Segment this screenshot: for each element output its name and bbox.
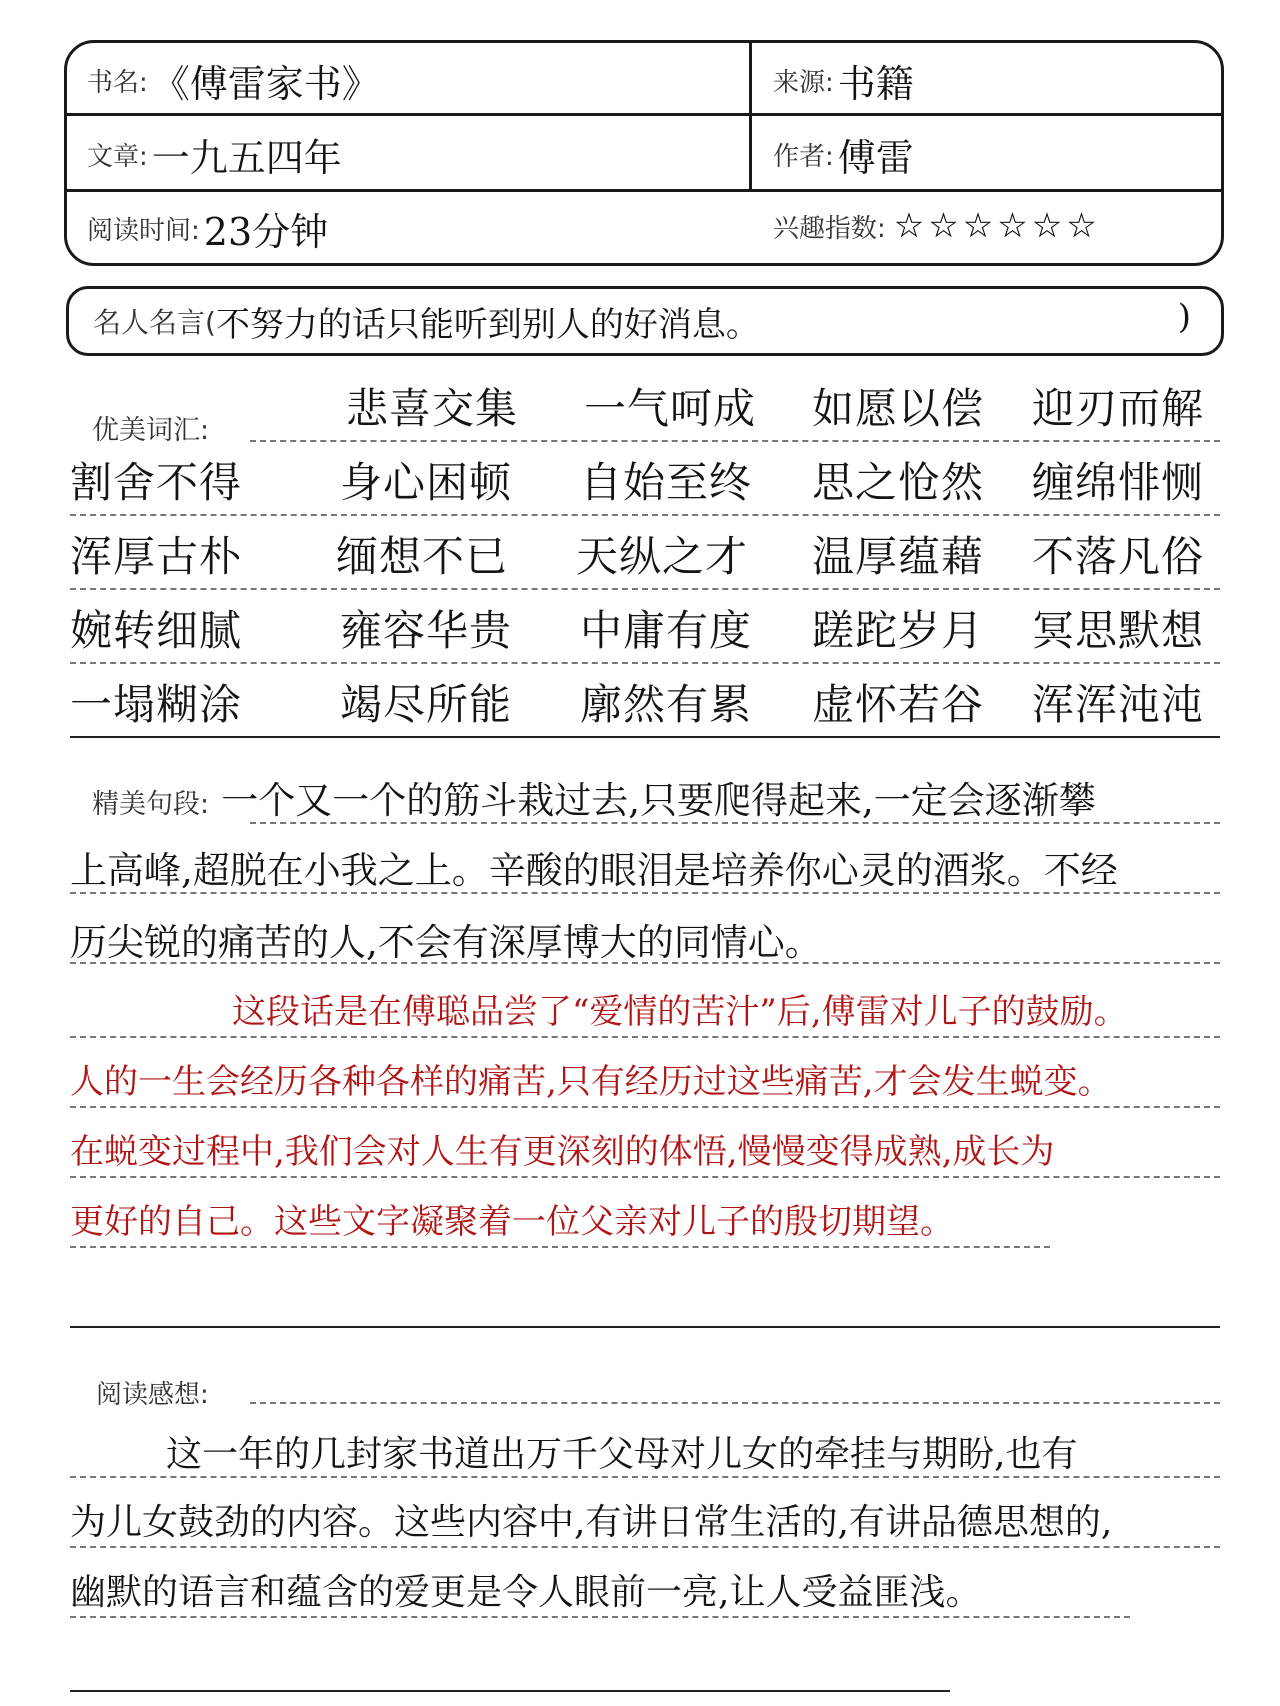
dotted-rule xyxy=(250,822,1220,824)
vocabulary-word: 冥思默想 xyxy=(1032,606,1205,655)
excerpt-line: 历尖锐的痛苦的人,不会有深厚博大的同情心。 xyxy=(70,921,822,964)
excerpt-text: 一个又一个的筋斗栽过去,只要爬得起来,一定会逐渐攀 xyxy=(221,779,1096,822)
dotted-rule xyxy=(70,1106,1220,1108)
book-name-value: 《傅雷家书》 xyxy=(151,61,380,106)
vocabulary-word: 一塌糊涂 xyxy=(70,680,243,729)
article-value: 一九五四年 xyxy=(151,135,342,180)
analysis-line: 人的一生会经历各种各样的痛苦,只有经历过这些痛苦,才会发生蜕变。 xyxy=(70,1062,1112,1102)
excerpt-line: 上高峰,超脱在小我之上。辛酸的眼泪是培养你心灵的酒浆。不经 xyxy=(70,849,1118,892)
vocabulary-word: 蹉跎岁月 xyxy=(812,606,985,655)
row-divider xyxy=(67,113,1221,116)
article-cell xyxy=(87,121,342,187)
vocabulary-label: 优美词汇: xyxy=(92,415,210,446)
reading-time-value: 23分钟 xyxy=(203,209,329,254)
reflection-line: 为儿女鼓劲的内容。这些内容中,有讲日常生活的,有讲品德思想的, xyxy=(70,1502,1113,1543)
vocabulary-word: 竭尽所能 xyxy=(340,680,513,729)
solid-rule xyxy=(70,1690,950,1692)
source-value: 书籍 xyxy=(837,61,914,106)
author-value: 傅雷 xyxy=(837,135,914,180)
reading-time-label: 阅读时间: xyxy=(87,215,200,246)
author-label: 作者: xyxy=(773,141,834,172)
reading-time-cell xyxy=(87,193,328,263)
author-cell xyxy=(773,121,914,187)
reflection-line: 这一年的几封家书道出万千父母对儿女的牵挂与期盼,也有 xyxy=(166,1434,1078,1475)
vocabulary-word: 不落凡俗 xyxy=(1032,532,1205,581)
book-name-label: 书名: xyxy=(87,67,148,98)
dotted-rule xyxy=(70,892,1220,894)
interest-cell xyxy=(773,193,1097,259)
vocabulary-word: 天纵之才 xyxy=(576,532,749,581)
vocabulary-word: 如愿以偿 xyxy=(812,384,985,433)
star-icon: ☆ xyxy=(1031,206,1063,246)
source-label: 来源: xyxy=(773,67,834,98)
reflection-line: 幽默的语言和蕴含的爱更是令人眼前一亮,让人受益匪浅。 xyxy=(70,1572,982,1613)
dotted-rule xyxy=(70,514,1220,516)
vocabulary-word: 浑浑沌沌 xyxy=(1032,680,1205,729)
dotted-rule xyxy=(70,1476,1220,1478)
interest-rating xyxy=(893,206,1097,246)
source-cell xyxy=(773,49,914,111)
vocabulary-row xyxy=(70,528,1220,588)
book-info-table xyxy=(64,40,1224,266)
vocabulary-word: 婉转细腻 xyxy=(70,606,243,655)
vocabulary-word: 割舍不得 xyxy=(70,458,243,507)
dotted-rule xyxy=(70,588,1220,590)
vocabulary-word: 中庸有度 xyxy=(580,606,753,655)
excerpt-line xyxy=(70,770,1220,824)
dotted-rule xyxy=(70,1246,1050,1248)
dotted-rule xyxy=(70,1176,1220,1178)
famous-quote-box xyxy=(66,286,1224,356)
dotted-rule xyxy=(70,1546,1220,1548)
dotted-rule xyxy=(70,1616,1130,1618)
vocabulary-word: 廓然有累 xyxy=(580,680,753,729)
interest-label: 兴趣指数: xyxy=(773,213,886,244)
vocabulary-row xyxy=(70,380,1220,440)
analysis-line: 这段话是在傅聪品尝了“爱情的苦汁”后,傅雷对儿子的鼓励。 xyxy=(232,992,1128,1032)
vocabulary-word: 缅想不已 xyxy=(336,532,509,581)
vocabulary-word: 迎刃而解 xyxy=(1032,384,1205,433)
quote-text: 不努力的话只能听到别人的好消息。 xyxy=(215,304,760,345)
row-divider xyxy=(67,189,1221,192)
column-divider xyxy=(749,43,752,191)
vocabulary-word: 一气呵成 xyxy=(584,384,757,433)
vocabulary-row xyxy=(70,454,1220,514)
vocabulary-word: 缠绵悱恻 xyxy=(1032,458,1205,507)
quote-close-paren: ) xyxy=(1177,297,1191,337)
vocabulary-word: 浑厚古朴 xyxy=(70,532,243,581)
vocabulary-row xyxy=(70,676,1220,736)
article-label: 文章: xyxy=(87,141,148,172)
vocabulary-word: 悲喜交集 xyxy=(346,384,519,433)
reflection-label: 阅读感想: xyxy=(96,1380,209,1410)
excerpt-label: 精美句段: xyxy=(92,789,210,820)
quote-label: 名人名言( xyxy=(93,306,216,339)
vocabulary-word: 温厚蕴藉 xyxy=(812,532,985,581)
vocabulary-word: 身心困顿 xyxy=(340,458,513,507)
vocabulary-word: 虚怀若谷 xyxy=(812,680,985,729)
solid-rule xyxy=(70,736,1220,738)
analysis-line: 更好的自己。这些文字凝聚着一位父亲对儿子的殷切期望。 xyxy=(70,1202,954,1242)
dotted-rule xyxy=(250,1402,1220,1404)
dotted-rule xyxy=(70,962,1220,964)
vocabulary-word: 自始至终 xyxy=(580,458,753,507)
vocabulary-word: 思之怆然 xyxy=(812,458,985,507)
analysis-line: 在蜕变过程中,我们会对人生有更深刻的体悟,慢慢变得成熟,成长为 xyxy=(70,1132,1055,1172)
solid-rule xyxy=(70,1326,1220,1328)
dotted-rule xyxy=(250,440,1220,442)
vocabulary-row xyxy=(70,602,1220,662)
vocabulary-word: 雍容华贵 xyxy=(340,606,513,655)
star-icon: ☆ xyxy=(928,206,959,246)
star-icon: ☆ xyxy=(962,206,994,246)
star-icon: ☆ xyxy=(893,206,925,246)
star-icon: ☆ xyxy=(997,206,1028,246)
star-icon: ☆ xyxy=(1066,206,1097,246)
book-name-cell xyxy=(87,49,380,111)
dotted-rule xyxy=(70,1036,1220,1038)
dotted-rule xyxy=(70,662,1220,664)
